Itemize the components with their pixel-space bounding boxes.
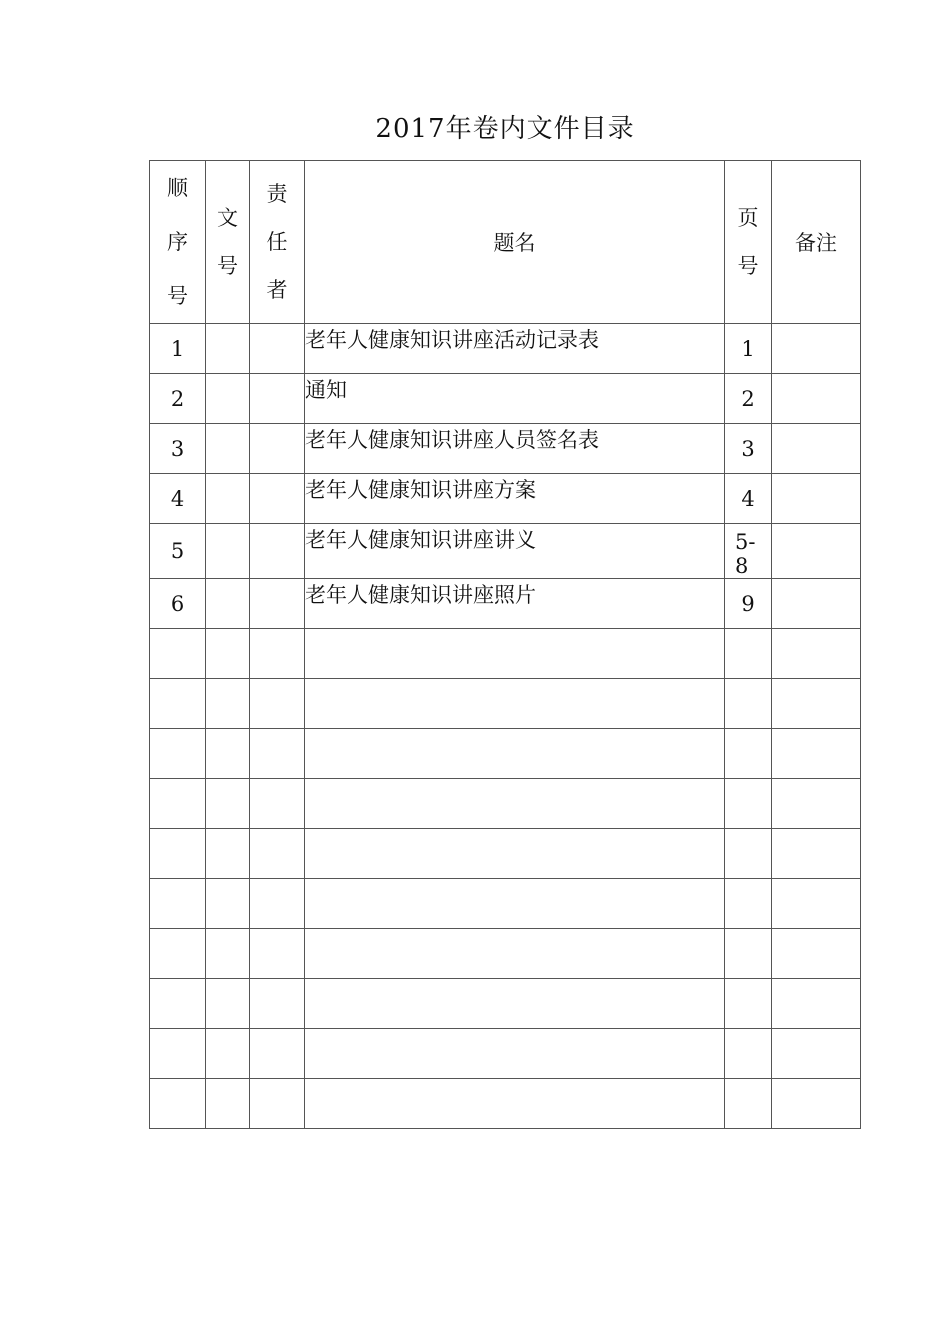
cell-note <box>772 579 861 629</box>
cell-title <box>305 679 725 729</box>
cell-doc-no <box>206 1079 250 1129</box>
cell-page <box>725 629 772 679</box>
cell-title: 通知 <box>305 374 725 424</box>
cell-seq <box>150 1079 206 1129</box>
header-seq: 顺序号 <box>150 161 206 324</box>
cell-title <box>305 729 725 779</box>
cell-doc-no <box>206 1029 250 1079</box>
cell-doc-no <box>206 324 250 374</box>
cell-doc-no <box>206 474 250 524</box>
table-row <box>150 1079 861 1129</box>
cell-title: 老年人健康知识讲座讲义 <box>305 524 725 579</box>
table-row <box>150 979 861 1029</box>
cell-responsible <box>250 629 305 679</box>
page-title: 2017年卷内文件目录 <box>375 114 635 144</box>
cell-seq: 3 <box>150 424 206 474</box>
cell-responsible <box>250 524 305 579</box>
header-note: 备注 <box>772 161 861 324</box>
cell-seq <box>150 629 206 679</box>
cell-page <box>725 1029 772 1079</box>
file-catalog-table <box>149 160 861 1129</box>
cell-page: 4 <box>725 474 772 524</box>
table-row <box>150 579 861 629</box>
cell-note <box>772 524 861 579</box>
cell-doc-no <box>206 979 250 1029</box>
cell-seq: 1 <box>150 324 206 374</box>
cell-responsible <box>250 324 305 374</box>
cell-seq <box>150 1029 206 1079</box>
cell-note <box>772 424 861 474</box>
cell-seq <box>150 979 206 1029</box>
table-body <box>150 324 861 1129</box>
table-row <box>150 424 861 474</box>
table-row <box>150 629 861 679</box>
cell-seq: 5 <box>150 524 206 579</box>
cell-title <box>305 1029 725 1079</box>
table-row <box>150 829 861 879</box>
cell-responsible <box>250 679 305 729</box>
cell-seq: 2 <box>150 374 206 424</box>
table-row <box>150 474 861 524</box>
cell-page <box>725 979 772 1029</box>
cell-note <box>772 1079 861 1129</box>
header-responsible: 责任者 <box>250 161 305 324</box>
cell-note <box>772 474 861 524</box>
cell-title <box>305 929 725 979</box>
cell-responsible <box>250 779 305 829</box>
cell-note <box>772 879 861 929</box>
cell-responsible <box>250 979 305 1029</box>
cell-responsible <box>250 579 305 629</box>
table-row <box>150 879 861 929</box>
cell-seq <box>150 729 206 779</box>
cell-page <box>725 929 772 979</box>
cell-seq <box>150 879 206 929</box>
cell-doc-no <box>206 879 250 929</box>
cell-responsible <box>250 929 305 979</box>
cell-note <box>772 374 861 424</box>
cell-page <box>725 829 772 879</box>
cell-page: 3 <box>725 424 772 474</box>
table-header-row <box>150 161 861 324</box>
cell-responsible <box>250 424 305 474</box>
cell-page <box>725 779 772 829</box>
cell-responsible <box>250 879 305 929</box>
cell-title: 老年人健康知识讲座照片 <box>305 579 725 629</box>
cell-doc-no <box>206 679 250 729</box>
table-row <box>150 779 861 829</box>
cell-page <box>725 679 772 729</box>
cell-page <box>725 729 772 779</box>
cell-seq: 6 <box>150 579 206 629</box>
cell-note <box>772 324 861 374</box>
table-row <box>150 1029 861 1079</box>
cell-seq <box>150 679 206 729</box>
cell-responsible <box>250 829 305 879</box>
cell-doc-no <box>206 374 250 424</box>
cell-title <box>305 1079 725 1129</box>
cell-page <box>725 879 772 929</box>
cell-note <box>772 779 861 829</box>
cell-page <box>725 1079 772 1129</box>
cell-note <box>772 729 861 779</box>
cell-title <box>305 629 725 679</box>
cell-title: 老年人健康知识讲座活动记录表 <box>305 324 725 374</box>
cell-title: 老年人健康知识讲座人员签名表 <box>305 424 725 474</box>
cell-title <box>305 779 725 829</box>
cell-seq: 4 <box>150 474 206 524</box>
table-row <box>150 524 861 579</box>
cell-page: 5-8 <box>725 524 772 579</box>
cell-note <box>772 629 861 679</box>
cell-responsible <box>250 729 305 779</box>
cell-page: 2 <box>725 374 772 424</box>
cell-note <box>772 929 861 979</box>
cell-responsible <box>250 374 305 424</box>
cell-page: 1 <box>725 324 772 374</box>
cell-title <box>305 979 725 1029</box>
cell-seq <box>150 929 206 979</box>
cell-doc-no <box>206 524 250 579</box>
cell-title <box>305 829 725 879</box>
cell-doc-no <box>206 779 250 829</box>
cell-doc-no <box>206 579 250 629</box>
cell-doc-no <box>206 629 250 679</box>
cell-seq <box>150 829 206 879</box>
header-page: 页号 <box>725 161 772 324</box>
cell-doc-no <box>206 729 250 779</box>
cell-doc-no <box>206 929 250 979</box>
cell-note <box>772 829 861 879</box>
table-row <box>150 929 861 979</box>
cell-responsible <box>250 1079 305 1129</box>
cell-responsible <box>250 1029 305 1079</box>
cell-note <box>772 979 861 1029</box>
cell-seq <box>150 779 206 829</box>
cell-note <box>772 679 861 729</box>
cell-doc-no <box>206 424 250 474</box>
cell-note <box>772 1029 861 1079</box>
header-doc-no: 文号 <box>206 161 250 324</box>
table-row <box>150 679 861 729</box>
cell-responsible <box>250 474 305 524</box>
table-row <box>150 374 861 424</box>
cell-doc-no <box>206 829 250 879</box>
cell-title <box>305 879 725 929</box>
cell-title: 老年人健康知识讲座方案 <box>305 474 725 524</box>
cell-page: 9 <box>725 579 772 629</box>
table-row <box>150 324 861 374</box>
table-row <box>150 729 861 779</box>
header-title: 题名 <box>305 161 725 324</box>
